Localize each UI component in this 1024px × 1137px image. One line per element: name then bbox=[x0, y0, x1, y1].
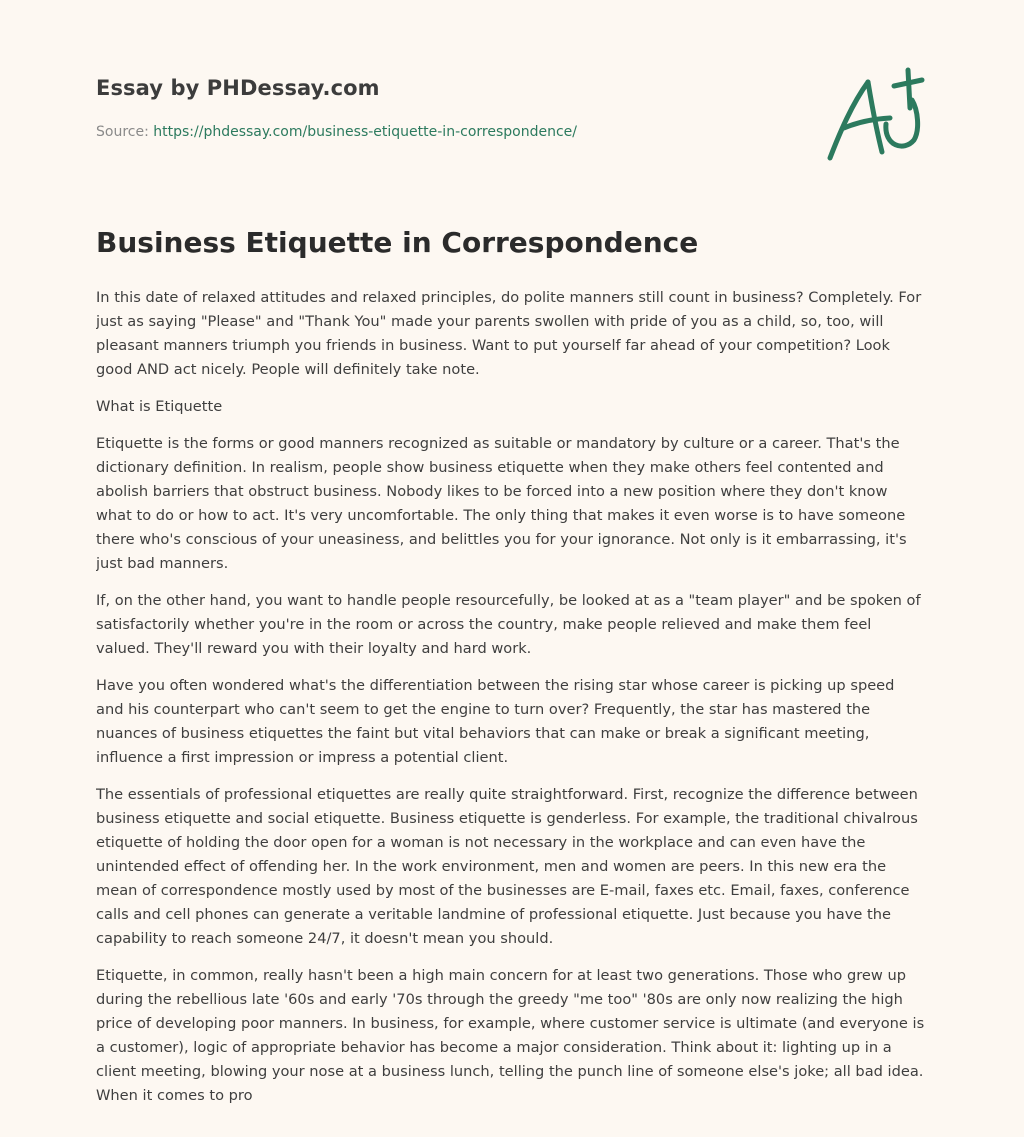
essay-body bbox=[96, 286, 926, 1126]
paragraph: Etiquette is the forms or good manners recognized as suitable or mandatory by culture or a career. That's the dictionary definition. In realism, people show business etiquette when they make others feel contented and abolish barriers that obstruct business. Nobody likes to be forced into a new position where they don't know what to do or how to act. It's very uncomfortable. The only thing that makes it even worse is to have someone there who's conscious of your uneasiness, and belittles you for your ignorance. Not only is it embarrassing, it's just bad manners. bbox=[96, 435, 907, 572]
subheading: What is Etiquette bbox=[96, 398, 223, 415]
paragraph: Etiquette, in common, really hasn't been a high main concern for at least two generations. Those who grew up during the rebellious late '60s and early '70s through the greedy "me too" '80s are only now realizing the high price of developing poor manners. In business, for example, where customer service is ultimate (and everyone is a customer), logic of appropriate behavior has become a major consideration. Think about it: lighting up in a client meeting, blowing your nose at a business lunch, telling the punch line of someone else's joke; all bad idea. When it comes to pro bbox=[96, 967, 925, 1104]
essay-title: Business Etiquette in Correspondence bbox=[96, 226, 699, 259]
site-brand: Essay by PHDessay.com bbox=[96, 76, 380, 100]
a-plus-grade-icon bbox=[824, 66, 928, 166]
paragraph: If, on the other hand, you want to handle people resourcefully, be looked at as a "team player" and be spoken of satisfactorily whether you're in the room or across the country, make people relieved and make them feel valued. They'll reward you with their loyalty and hard work. bbox=[96, 592, 921, 657]
paragraph: Have you often wondered what's the differentiation between the rising star whose career is picking up speed and his counterpart who can't seem to get the engine to turn over? Frequently, the star has mastered the nuances of business etiquettes the faint but vital behaviors that can make or break a significant meeting, influence a first impression or impress a potential client. bbox=[96, 677, 895, 766]
paragraph: The essentials of professional etiquettes are really quite straightforward. First, recognize the difference between business etiquette and social etiquette. Business etiquette is genderless. For example, the traditional chivalrous etiquette of holding the door open for a woman is not necessary in the workplace and can even have the unintended effect of offending her. In the work environment, men and women are peers. In this new era the mean of correspondence mostly used by most of the businesses are E-mail, faxes etc. Email, faxes, conference calls and cell phones can generate a veritable landmine of professional etiquette. Just because you have the capability to reach someone 24/7, it doesn't mean you should. bbox=[96, 786, 918, 947]
source-link[interactable]: https://phdessay.com/business-etiquette-in-correspondence/ bbox=[153, 124, 577, 140]
paragraph: In this date of relaxed attitudes and relaxed principles, do polite manners still count in business? Completely. For just as saying "Please" and "Thank You" made your parents swollen with pride of you as a child, so, too, will pleasant manners triumph you friends in business. Want to put yourself far ahead of your competition? Look good AND act nicely. People will definitely take note. bbox=[96, 289, 922, 378]
source-label: Source: bbox=[96, 124, 149, 140]
source-line bbox=[96, 124, 577, 140]
